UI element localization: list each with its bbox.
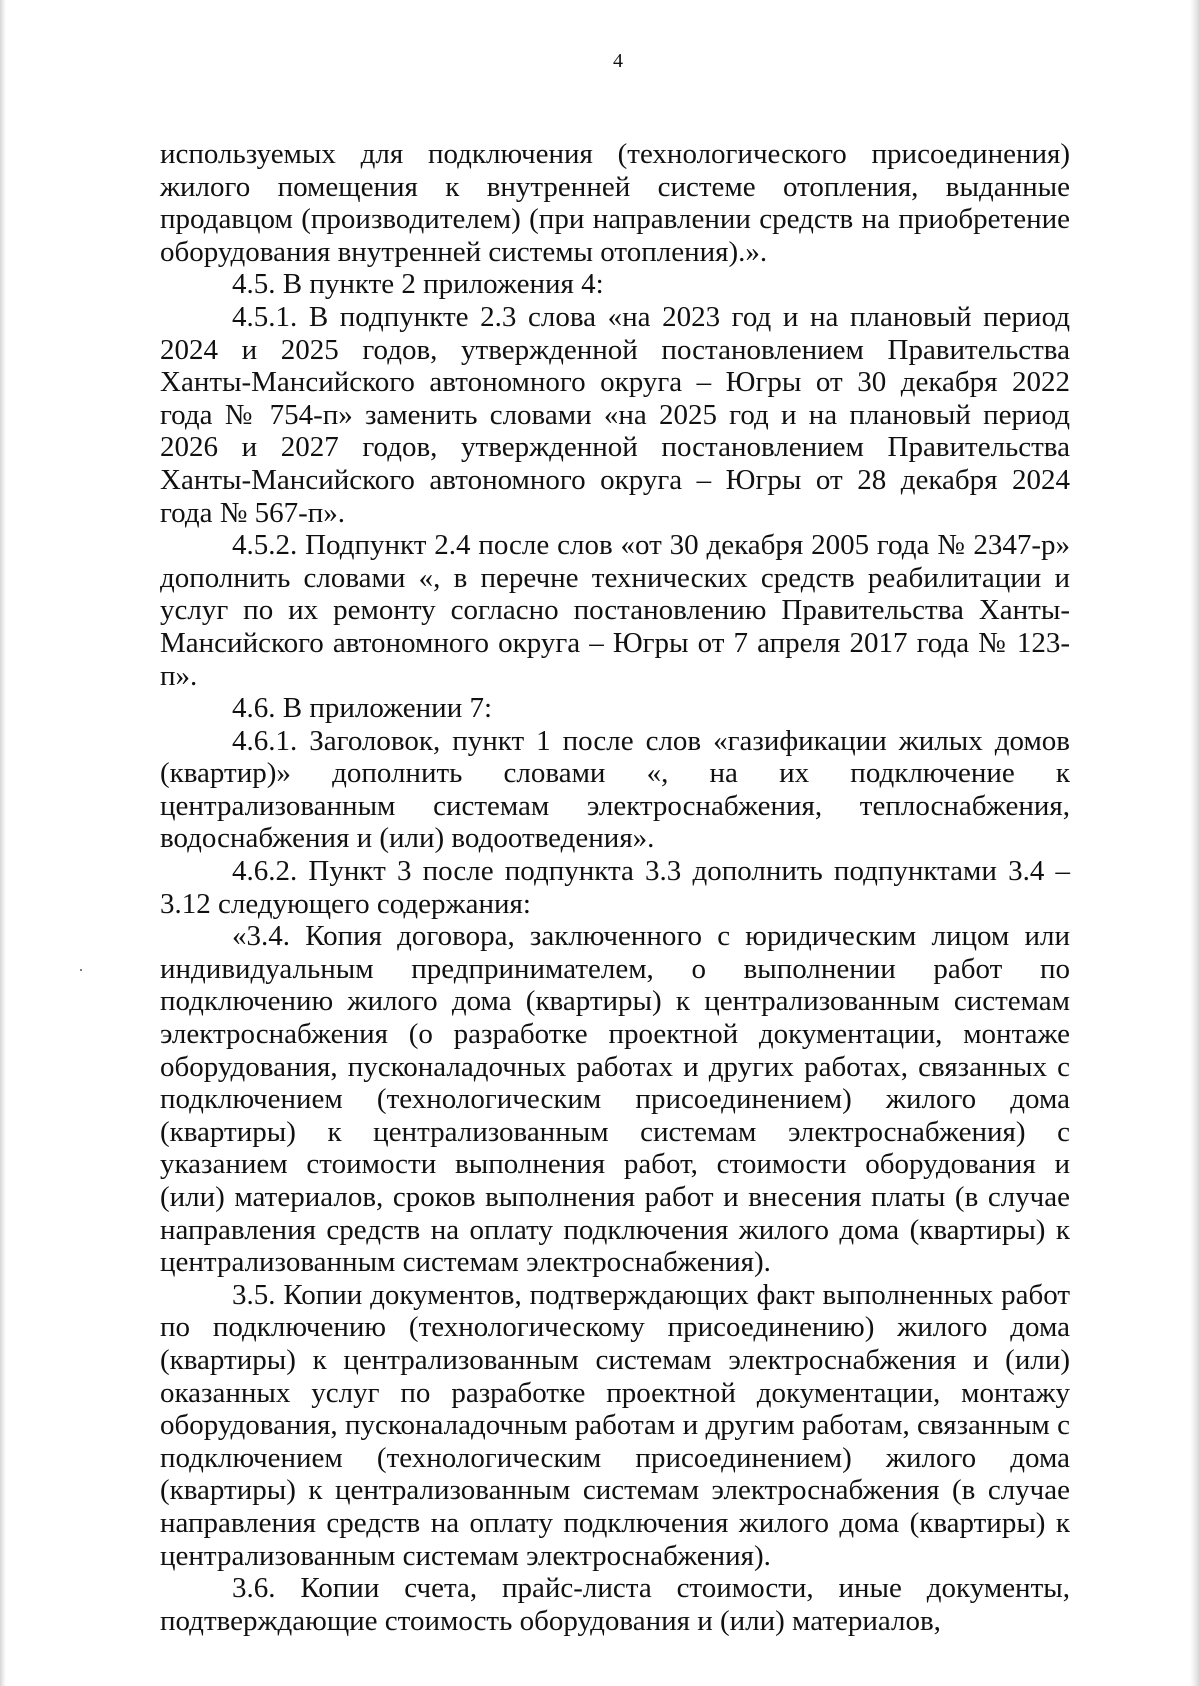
- document-body: [160, 138, 1070, 1637]
- paragraph-4-6: 4.6. В приложении 7:: [232, 692, 493, 725]
- paragraph-3-6: 3.6. Копии счета, прайс-листа стоимости, иные документы, подтверждающие стоимость оборудования и (или) материалов,: [160, 1572, 1070, 1637]
- paragraph-3-5: 3.5. Копии документов, подтверждающих факт выполненных работ по подключению (технологическому присоединению) жилого дома (квартиры) к централизованным системам электроснабжения и (или) оказанных услуг по разработке проектной документации, монтажу оборудования, пусконаладочным работам и другим работам, связанным с подключением (технологическим присоединением) жилого дома (квартиры) к централизованным системам электроснабжения (в случае направления средств на оплату подключения жилого дома (квартиры) к централизованным системам электроснабжения).: [160, 1278, 1070, 1572]
- paragraph-4-6-1: 4.6.1. Заголовок, пункт 1 после слов «газификации жилых домов (квартир)» дополнить словами «, на их подключение к централизованным системам электроснабжения, теплоснабжения, водоснабжения и (или) водоотведения».: [160, 724, 1070, 855]
- paragraph-continuation: используемых для подключения (технологического присоединения) жилого помещения к внутренней системе отопления, выданные продавцом (производителем) (при направлении средств на приобретение оборудования внутренней системы отопления).».: [160, 138, 1070, 268]
- paragraph-4-6-2: 4.6.2. Пункт 3 после подпункта 3.3 дополнить подпунктами 3.4 – 3.12 следующего содержания:: [160, 855, 1070, 920]
- paragraph-4-5: 4.5. В пункте 2 приложения 4:: [232, 268, 604, 301]
- paragraph-4-5-1: 4.5.1. В подпункте 2.3 слова «на 2023 год и на плановый период 2024 и 2025 годов, утвержденной постановлением Правительства Ханты-Мансийского автономного округа – Югры от 30 декабря 2022 года № 754-п» заменить словами «на 2025 год и на плановый период 2026 и 2027 годов, утвержденной постановлением Правительства Ханты-Мансийского автономного округа – Югры от 28 декабря 2024 года № 567-п».: [160, 300, 1070, 529]
- paragraph-3-4: «3.4. Копия договора, заключенного с юридическим лицом или индивидуальным предпринимателем, о выполнении работ по подключению жилого дома (квартиры) к централизованным системам электроснабжения (о разработке проектной документации, монтаже оборудования, пусконаладочных работах и других работах, связанных с подключением (технологическим присоединением) жилого дома (квартиры) к централизованным системам электроснабжения) с указанием стоимости выполнения работ, стоимости оборудования и (или) материалов, сроков выполнения работ и внесения платы (в случае направления средств на оплату подключения жилого дома (квартиры) к централизованным системам электроснабжения).: [160, 920, 1070, 1279]
- page-number: 4: [613, 50, 623, 72]
- scan-speck: [80, 969, 82, 971]
- paragraph-4-5-2: 4.5.2. Подпункт 2.4 после слов «от 30 декабря 2005 года № 2347-р» дополнить словами «, в перечне технических средств реабилитации и услуг по их ремонту согласно постановлению Правительства Ханты-Мансийского автономного округа – Югры от 7 апреля 2017 года № 123-п».: [160, 529, 1070, 692]
- scan-edge-left: [0, 0, 6, 1686]
- scan-edge-right: [1190, 0, 1200, 1686]
